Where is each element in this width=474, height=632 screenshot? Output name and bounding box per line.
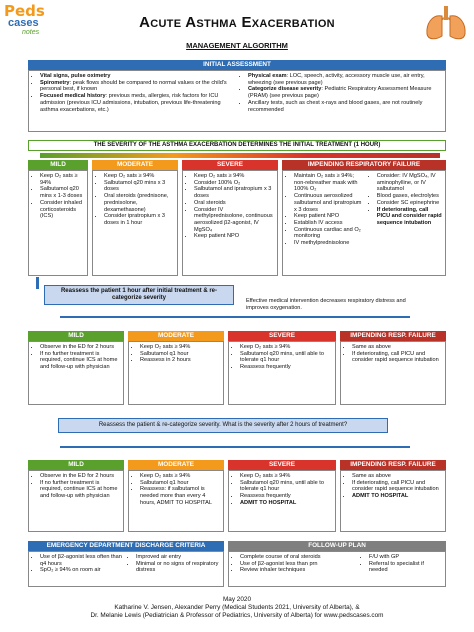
list-item: • Complete course of oral steroids [240,554,357,561]
list-item: • Oral steroids (prednisone, prednisolone, dexamethasone) [104,193,174,213]
severity-arrow-bar [40,153,440,158]
followup-box [228,551,446,587]
list-item: • Keep O₂ sats ≥ 94% [240,473,332,480]
page-subtitle: MANAGEMENT ALGORITHM [186,41,288,50]
list-item: • Salbutamol q20 mins, until able to tolerate q1 hour [240,351,332,364]
list-item: • Keep O₂ sats ≥ 94% [194,173,274,180]
reassess-2hour-text: Reassess the patient & re-categorize severity. What is the severity after 2 hours of treatment? [98,422,348,428]
bullet-list [232,554,357,584]
list-item: • Keep O₂ sats ≥ 94% [140,473,220,480]
list-item: • Consider IV methylprednisolone, continuous aerosolized β2-agonist, IV MgSO₄ [194,207,274,234]
followup-header: FOLLOW-UP PLAN [228,541,446,551]
list-item: • Salbutamol q20 mins x 1-3 doses [40,186,84,199]
stage3-moderate-header: MODERATE [128,460,224,470]
bullet-list [32,173,84,220]
initial-assessment-box [28,70,446,132]
pedscases-logo [4,4,48,40]
stage3-severe-header: SEVERE [228,460,336,470]
logo-notes: notes [22,29,40,36]
bullet-list [286,173,366,273]
stage3-mild-header: MILD [28,460,124,470]
stage2-mild-box [28,341,124,405]
list-item: • F/U with GP [369,554,442,561]
initial-assessment-header: INITIAL ASSESSMENT [28,60,446,70]
bullet-list [232,344,332,371]
stage1-mild-header: MILD [28,160,88,170]
severity-banner [28,140,446,151]
stage1-severe-box [182,170,278,276]
list-item: • Salbutamol q1 hour [140,480,220,487]
list-item: • Vital signs, pulse oximetry [40,73,234,80]
list-item: • If deteriorating, call PICU and consider rapid sequence intubation [377,207,442,227]
logo-cases: cases [8,17,39,29]
bullet-list [32,344,120,371]
stage2-severe-header: SEVERE [228,331,336,341]
list-item: • Consider: IV MgSO₄, IV aminophylline, or IV salbutamol [377,173,442,193]
stage2-failure-box [340,341,446,405]
stage3-severe-box [228,470,336,532]
list-item: • Same as above [352,473,442,480]
list-item: • If no further treatment is required, continue ICS at home and follow-up with physician [40,351,120,371]
stage2-mild-header: MILD [28,331,124,341]
list-item: • Observe in the ED for 2 hours [40,344,120,351]
list-item: • Minimal or no signs of respiratory distress [136,561,220,574]
footer-date: May 2020 [222,596,252,603]
stage1-mild-box [28,170,88,276]
list-item: • Consider inhaled corticosteroids (ICS) [40,200,84,220]
reassess-1hour [44,285,234,305]
stage1-failure-header: IMPENDING RESPIRATORY FAILURE [282,160,446,170]
list-item: • If deteriorating, call PICU and consider rapid sequence intubation [352,351,442,364]
list-item: • Focused medical history: previous meds, allergies, risk factors for ICU admission (previous ICU admissions, intubation, previous life-threatening asthma exacerbations, etc.) [40,93,234,113]
list-item: • Referral to specialist if needed [369,561,442,574]
list-item: • Observe in the ED for 2 hours [40,473,120,480]
list-item: • Keep O₂ sats ≥ 94% [40,173,84,186]
footer-line2: Dr. Melanie Lewis (Pediatrician & Professor of Pediatrics, University of Alberta) for www.pedscases.com [90,612,384,619]
stage3-failure-header: IMPENDING RESP. FAILURE [340,460,446,470]
list-item: • Improved air entry [136,554,220,561]
stage3-failure-box [340,470,446,532]
list-item: • SpO₂ ≥ 94% on room air [40,567,124,574]
bullet-list [96,173,174,227]
stage3-moderate-box [128,470,224,532]
list-item: • Salbutamol q20 mins x 3 doses [104,180,174,193]
bullet-list [132,473,220,507]
footer [10,596,464,620]
list-item: • Reassess in 2 hours [140,357,220,364]
bullet-list [369,173,442,273]
list-item: • Consider 100% O₂ [194,180,274,187]
bullet-list [344,344,442,364]
stage3-mild-box [28,470,124,532]
initial-assessment-right [240,73,442,129]
list-item: • Keep patient NPO [294,213,366,220]
list-item: • If no further treatment is required, continue ICS at home and follow-up with physician [40,480,120,500]
list-item: • Ancillary tests, such as chest x-rays and blood gases, are not routinely recommended [248,100,442,113]
initial-assessment-left [32,73,234,129]
severity-banner-text: THE SEVERITY OF THE ASTHMA EXACERBATION DETERMINES THE INITIAL TREATMENT (1 HOUR) [93,142,381,148]
effective-note: Effective medical intervention decreases respiratory distress and improves oxygenation. [246,298,406,311]
list-item: • Reassess: if salbutamol is needed more than every 4 hours, ADMIT TO HOSPITAL [140,486,220,506]
list-item: • Keep patient NPO [194,233,274,240]
stage2-severe-box [228,341,336,405]
list-item: • Spirometry: peak flows should be compared to normal values or the child's personal best, if known [40,80,234,93]
list-item: • Salbutamol q20 mins, until able to tolerate q1 hour [240,480,332,493]
lungs-icon [424,4,468,42]
stage1-failure-box [282,170,446,276]
list-item: • Review inhaler techniques [240,567,357,574]
stage1-severe-header: SEVERE [182,160,278,170]
footer-line1: Katharine V. Jensen, Alexander Perry (Medical Students 2021, University of Alberta), & [114,604,360,611]
bullet-list [186,173,274,240]
bullet-list [32,473,120,500]
list-item: • Reassess frequently [240,364,332,371]
bullet-list [128,554,220,584]
list-item: • Physical exam: LOC, speech, activity, accessory muscle use, air entry, wheezing (see previous page) [248,73,442,86]
list-item: • Keep O₂ sats ≥ 94% [104,173,174,180]
list-item: • Blood gases, electrolytes [377,193,442,200]
bullet-list [132,344,220,364]
list-item: • Salbutamol and ipratropium x 3 doses [194,186,274,199]
list-item: • Consider ipratropium x 3 doses in 1 hour [104,213,174,226]
discharge-box [28,551,224,587]
stage2-branch-line [60,316,410,318]
logo-peds: Peds [4,2,45,20]
list-item: • ADMIT TO HOSPITAL [352,493,442,500]
list-item: • Reassess frequently [240,493,332,500]
list-item: • If deteriorating, call PICU and consider rapid sequence intubation [352,480,442,493]
stage1-moderate-box [92,170,178,276]
stage2-failure-header: IMPENDING RESP. FAILURE [340,331,446,341]
reassess-2hour [58,418,388,433]
stage2-moderate-header: MODERATE [128,331,224,341]
list-item: • IV methylprednisolone [294,240,366,247]
list-item: • Establish IV access [294,220,366,227]
list-item: • Oral steroids [194,200,274,207]
reassess-1hour-text: Reassess the patient 1 hour after initial treatment & re-categorize severity [60,288,218,301]
list-item: • Maintain O₂ sats ≥ 94%; non-rebreather mask with 100% O₂ [294,173,366,193]
list-item: • ADMIT TO HOSPITAL [240,500,332,507]
page-title: Acute Asthma Exacerbation [139,14,335,31]
list-item: • Keep O₂ sats ≥ 94% [240,344,332,351]
stage1-moderate-header: MODERATE [92,160,178,170]
list-item: • Consider SC epinephrine [377,200,442,207]
list-item: • Continuous cardiac and O₂ monitoring [294,227,366,240]
stage3-branch-line [60,446,410,448]
stage1-connector [36,277,39,289]
list-item: • Categorize disease severity: Pediatric Respiratory Assessment Measure (PRAM) (see previous page) [248,86,442,99]
list-item: • Use of β2-agonist less than prn [240,561,357,568]
stage2-moderate-box [128,341,224,405]
bullet-list [32,554,124,584]
list-item: • Same as above [352,344,442,351]
list-item: • Keep O₂ sats ≥ 94% [140,344,220,351]
discharge-header: EMERGENCY DEPARTMENT DISCHARGE CRITERIA [28,541,224,551]
bullet-list [232,473,332,507]
bullet-list [344,473,442,500]
list-item: • Continuous aerosolized salbutamol and ipratropium x 3 doses [294,193,366,213]
list-item: • Use of β2-agonist less often than q4 hours [40,554,124,567]
list-item: • Salbutamol q1 hour [140,351,220,358]
bullet-list [361,554,442,584]
